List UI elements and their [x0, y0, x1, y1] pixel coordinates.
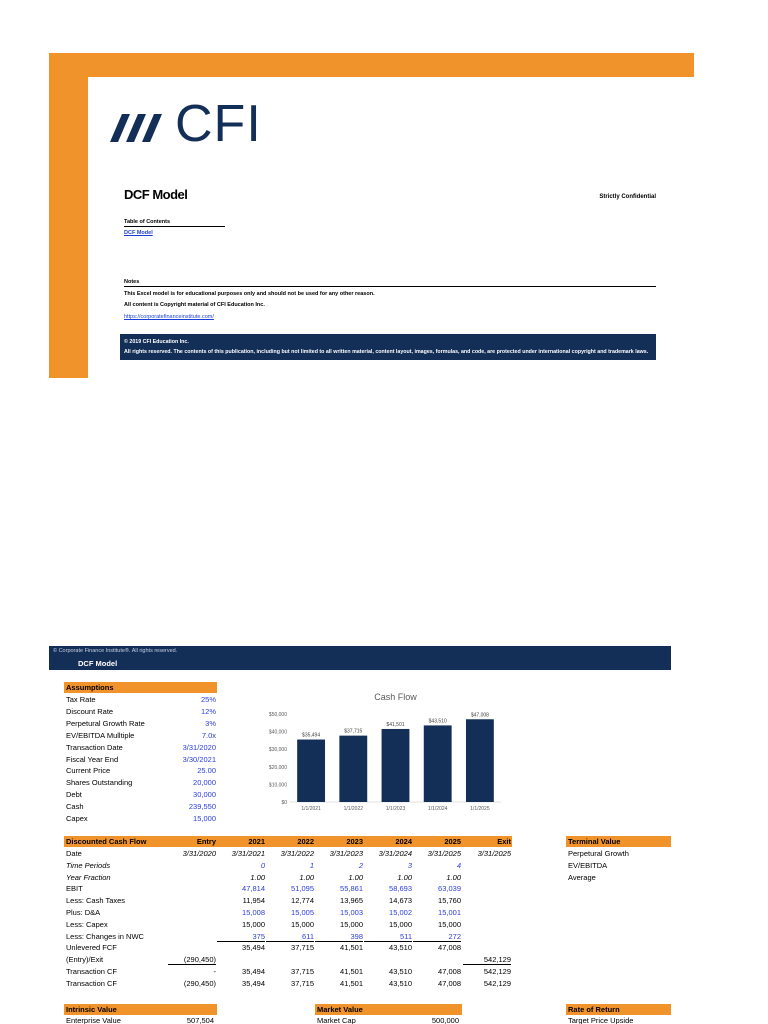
dcf-cell: 43,510: [389, 978, 412, 988]
cover-title: DCF Model: [124, 187, 188, 202]
copyright-line: All rights reserved. The contents of this publication, including but not limited to all written material, content layout, images, formulas, and code, are protected under international copyright and trademark laws.: [124, 349, 649, 355]
dcf-cell: 542,129: [463, 954, 511, 965]
dcf-cell: 398: [315, 931, 363, 942]
assumption-value[interactable]: 239,550: [188, 802, 216, 812]
terminal-row-label: Average: [568, 872, 596, 882]
dcf-row-label: Less: Cash Taxes: [66, 896, 126, 906]
y-tick-label: $30,000: [268, 747, 287, 754]
assumption-label: Discount Rate: [66, 706, 114, 716]
assumption-label: Cash: [66, 802, 84, 812]
dcf-cell: 15,000: [242, 919, 265, 929]
assumption-value[interactable]: 3%: [205, 718, 216, 728]
assumption-label: Current Price: [66, 766, 111, 776]
dcf-cell: 37,715: [291, 943, 314, 953]
dcf-cell: 3/31/2025: [477, 849, 511, 858]
dcf-cell: 0: [260, 860, 265, 870]
dcf-cell: 272: [413, 931, 461, 942]
dcf-cell: 3/31/2023: [329, 849, 363, 858]
website-link[interactable]: https://corporatefinanceinstitute.com/: [124, 314, 214, 320]
dcf-cell: 15,000: [340, 919, 363, 929]
dcf-column-header: 2025: [444, 837, 461, 846]
sheet-copyright: © Corporate Finance Institute®. All rights reserved.: [53, 648, 178, 654]
dcf-row-label: Less: Capex: [66, 919, 108, 929]
enterprise-value: 507,504: [186, 1016, 214, 1024]
assumption-label: EV/EBITDA Mulltiple: [66, 730, 135, 740]
dcf-cell: 2: [358, 860, 363, 870]
dcf-cell: 43,510: [389, 943, 412, 953]
dcf-column-header: 2021: [248, 837, 265, 846]
cash-flow-bar: [382, 729, 410, 802]
dcf-cell: 35,494: [242, 978, 265, 988]
dcf-cell: 375: [217, 931, 265, 942]
y-tick-label: $20,000: [268, 764, 287, 771]
dcf-row-label: Transaction CF: [66, 978, 117, 988]
dcf-cell: 15,001: [438, 908, 461, 917]
intrinsic-header: Intrinsic Value: [64, 1004, 217, 1015]
bar-value-label: $41,501: [386, 721, 405, 728]
dcf-cell: 542,129: [483, 967, 511, 976]
dcf-row-label: Less: Changes in NWC: [66, 931, 144, 941]
dcf-cell: 13,965: [340, 896, 363, 906]
dcf-row-label: Plus: D&A: [66, 908, 101, 917]
assumption-value[interactable]: 7.0x: [201, 730, 216, 740]
assumption-label: Fiscal Year End: [66, 754, 119, 764]
assumptions-header: Assumptions: [64, 682, 217, 693]
dcf-cell: 1.00: [397, 872, 412, 882]
dcf-row-label: Unlevered FCF: [66, 943, 117, 953]
dcf-cell: 3/31/2022: [280, 849, 314, 858]
chart-title: Cash Flow: [374, 692, 417, 702]
dcf-cell: 15,000: [438, 919, 461, 929]
dcf-cell: 4: [456, 860, 461, 870]
dcf-cell: 37,715: [291, 967, 314, 976]
sheet-title: DCF Model: [78, 659, 118, 668]
market-header: Market Value: [315, 1004, 462, 1015]
dcf-cell: 1.00: [250, 872, 265, 882]
x-tick-label: 1/1/2025: [470, 806, 490, 812]
dcf-cell: 43,510: [389, 967, 412, 976]
copyright-box: [120, 334, 656, 360]
dcf-row-label: Transaction CF: [66, 967, 117, 976]
dcf-cell: 58,693: [389, 884, 412, 894]
confidential-label: Strictly Confidential: [599, 194, 656, 200]
dcf-cell: 55,861: [340, 884, 363, 894]
terminal-header: Terminal Value: [566, 836, 671, 847]
cash-flow-bar: [339, 736, 367, 802]
assumption-value[interactable]: 12%: [200, 706, 216, 716]
dcf-cell: 611: [266, 931, 314, 942]
assumption-label: Transaction Date: [66, 742, 123, 752]
assumption-value[interactable]: 30,000: [193, 790, 216, 800]
dcf-cell: -: [213, 967, 216, 976]
market-cap-label: Market Cap: [317, 1016, 356, 1024]
dcf-cell: 51,095: [291, 884, 314, 894]
dcf-row-label: Time Periods: [66, 860, 111, 870]
x-tick-label: 1/1/2022: [343, 806, 364, 812]
dcf-cell: 511: [364, 931, 412, 942]
assumption-value[interactable]: 25.00: [197, 766, 216, 776]
dcf-cell: 15,008: [242, 908, 265, 917]
assumption-label: Shares Outstanding: [66, 778, 133, 788]
y-tick-label: $0: [281, 800, 287, 806]
cash-flow-chart: [256, 688, 506, 818]
market-cap-value: 500,000: [431, 1016, 459, 1024]
dcf-row-label: (Entry)/Exit: [66, 955, 104, 965]
dcf-cell: 47,008: [438, 978, 461, 988]
assumption-value[interactable]: 15,000: [193, 814, 216, 823]
toc-label: Table of Contents: [124, 219, 225, 227]
dcf-cell: 3/31/2021: [231, 849, 265, 858]
dcf-column-header: 2024: [395, 837, 412, 846]
dcf-cell: 15,000: [291, 919, 314, 929]
x-tick-label: 1/1/2024: [427, 806, 448, 812]
x-tick-label: 1/1/2023: [385, 806, 406, 812]
note-line: This Excel model is for educational purposes only and should not be used for any other reason.: [124, 291, 375, 297]
dcf-cell: 15,003: [340, 908, 363, 917]
bar-value-label: $47,008: [470, 712, 489, 719]
cash-flow-bar: [466, 719, 494, 802]
assumption-label: Perpetural Growth Rate: [66, 718, 145, 728]
notes-label: Notes: [124, 279, 656, 287]
dcf-cell: 15,000: [389, 919, 412, 929]
dcf-cell: 47,814: [242, 884, 265, 894]
dcf-cell: 15,005: [291, 908, 314, 917]
cash-flow-bar: [424, 725, 452, 802]
dcf-cell: 3: [407, 860, 412, 870]
x-tick-label: 1/1/2021: [301, 806, 321, 812]
dcf-cell: 3/31/2020: [182, 849, 216, 858]
dcf-column-header: 2022: [297, 837, 314, 846]
toc-link-dcf-model[interactable]: DCF Model: [124, 230, 153, 236]
dcf-row-label: EBIT: [66, 884, 83, 894]
dcf-header: Discounted Cash Flow: [64, 836, 512, 847]
dcf-cell: 15,002: [389, 908, 412, 917]
bar-value-label: $37,715: [344, 728, 363, 735]
dcf-cell: 41,501: [340, 978, 363, 988]
cash-flow-chart-svg: [256, 688, 506, 818]
dcf-cell: 12,774: [291, 896, 314, 906]
dcf-cell: (290,450): [183, 978, 216, 988]
copyright-line: © 2019 CFI Education Inc.: [124, 339, 189, 345]
terminal-row-label: Perpetural Growth: [568, 849, 629, 858]
dcf-cell: 1.00: [348, 872, 363, 882]
return-header: Rate of Return: [566, 1004, 671, 1015]
sheet-header: [49, 646, 671, 670]
y-tick-label: $50,000: [268, 712, 287, 718]
dcf-cell: 41,501: [340, 943, 363, 953]
y-tick-label: $10,000: [268, 782, 287, 789]
logo-text: CFI: [175, 95, 262, 153]
dcf-row-label: Year Fraction: [66, 872, 111, 882]
dcf-cell: 35,494: [242, 943, 265, 953]
dcf-cell: 3/31/2024: [378, 849, 412, 858]
dcf-cell: 35,494: [242, 967, 265, 976]
assumption-value[interactable]: 25%: [200, 695, 216, 704]
dcf-cell: 1: [309, 860, 314, 870]
dcf-cell: 37,715: [291, 978, 314, 988]
assumption-label: Capex: [66, 814, 88, 823]
bar-value-label: $43,510: [428, 718, 447, 725]
assumption-label: Tax Rate: [66, 695, 96, 704]
dcf-cell: 1.00: [299, 872, 314, 882]
target-price-upside-label: Target Price Upside: [568, 1016, 634, 1024]
dcf-cell: 3/31/2025: [427, 849, 461, 858]
dcf-cell: 47,008: [438, 967, 461, 976]
y-tick-label: $40,000: [268, 729, 287, 736]
dcf-cell: 63,039: [438, 884, 461, 894]
bar-value-label: $35,494: [302, 732, 321, 739]
assumption-value[interactable]: 3/31/2020: [182, 742, 216, 752]
dcf-column-header: Entry: [196, 837, 216, 846]
dcf-row-label: Date: [66, 849, 82, 858]
terminal-row-label: EV/EBITDA: [568, 860, 608, 870]
dcf-cell: 542,129: [483, 978, 511, 988]
dcf-cell: 14,673: [389, 896, 412, 906]
cash-flow-bar: [297, 740, 325, 802]
dcf-column-header: 2023: [346, 837, 363, 846]
enterprise-value-label: Enterprise Value: [66, 1016, 121, 1024]
assumption-value[interactable]: 20,000: [193, 778, 216, 788]
note-line: All content is Copyright material of CFI Education Inc.: [124, 302, 265, 308]
dcf-cell: 41,501: [340, 967, 363, 976]
dcf-cell: 1.00: [446, 872, 461, 882]
dcf-cell: 15,760: [438, 896, 461, 906]
dcf-cell: 47,008: [438, 943, 461, 953]
assumption-value[interactable]: 3/30/2021: [182, 754, 216, 764]
dcf-cell: (290,450): [168, 954, 216, 965]
dcf-cell: 11,954: [242, 896, 265, 906]
dcf-column-header: Exit: [497, 837, 511, 846]
assumption-label: Debt: [66, 790, 82, 800]
